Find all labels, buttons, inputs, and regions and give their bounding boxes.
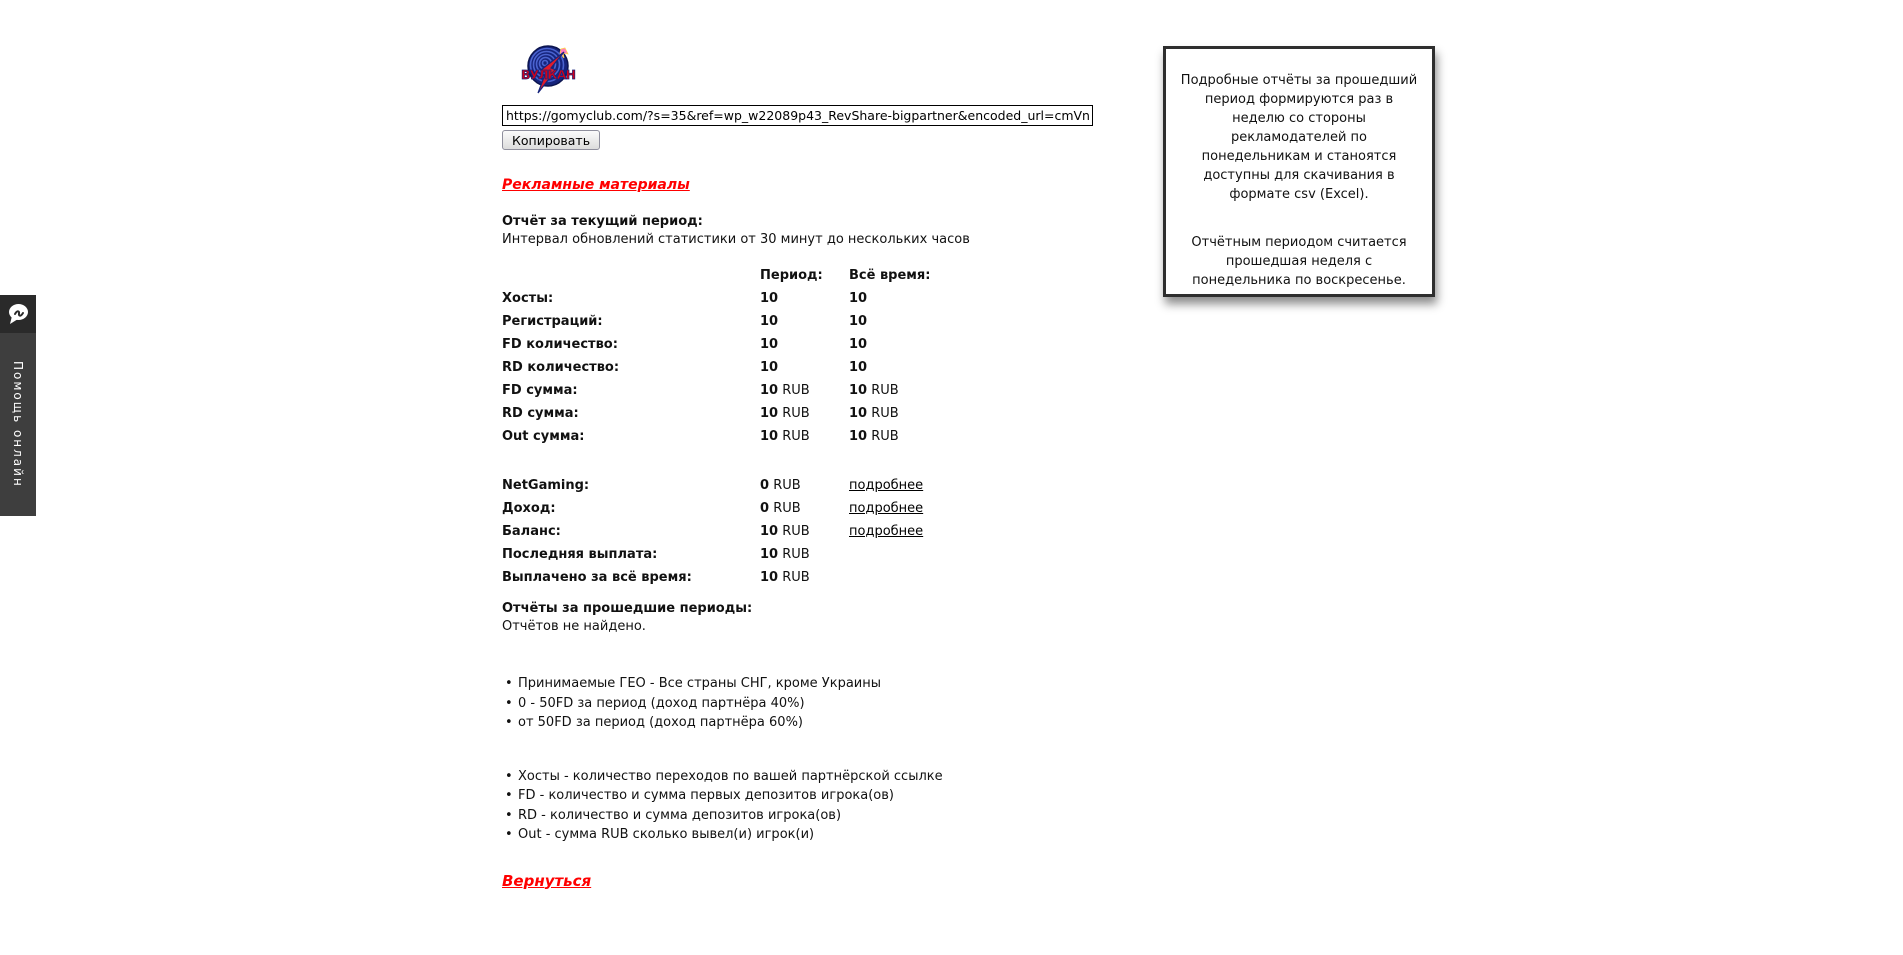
row-label: RD сумма: <box>502 406 579 421</box>
list-item: • Хосты - количество переходов по вашей партнёрской ссылке <box>502 767 1162 787</box>
row-period-value: 10 <box>760 314 779 329</box>
summary-value: 0 RUB <box>760 501 801 516</box>
chat-widget-button[interactable] <box>0 295 36 333</box>
list-item: • RD - количество и сумма депозитов игрока(ов) <box>502 806 1162 826</box>
row-label: FD сумма: <box>502 383 578 398</box>
netgaming-details-link[interactable]: подробнее <box>849 478 924 493</box>
chat-bubble-icon <box>6 302 30 326</box>
main-content <box>502 44 1162 890</box>
list-item: • от 50FD за период (доход партнёра 60%) <box>502 713 1162 733</box>
row-label: FD количество: <box>502 337 618 352</box>
row-alltime-value: 10 RUB <box>849 406 899 421</box>
list-item: • 0 - 50FD за период (доход партнёра 40%) <box>502 694 1162 714</box>
back-link[interactable]: Вернуться <box>502 871 592 890</box>
referral-url-input[interactable] <box>502 105 1093 126</box>
balance-details-link[interactable]: подробнее <box>849 524 924 539</box>
list-item: • Принимаемые ГЕО - Все страны СНГ, кроме Украины <box>502 674 1162 694</box>
glossary-list <box>502 767 1162 845</box>
row-period-value: 10 <box>760 337 779 352</box>
summary-value: 10 RUB <box>760 570 810 585</box>
row-period-value: 10 RUB <box>760 429 810 444</box>
summary-label: Доход: <box>502 501 556 516</box>
promo-materials-link[interactable]: Рекламные материалы <box>502 177 690 193</box>
row-period-value: 10 RUB <box>760 383 810 398</box>
help-online-tab[interactable] <box>0 333 36 516</box>
summary-value: 0 RUB <box>760 478 801 493</box>
copy-button[interactable]: Копировать <box>502 130 600 150</box>
list-item: • Out - сумма RUB сколько вывел(и) игрок(и) <box>502 825 1162 845</box>
summary-value: 10 RUB <box>760 547 810 562</box>
row-alltime-value: 10 RUB <box>849 383 899 398</box>
past-reports-empty: Отчётов не найдено. <box>502 619 646 634</box>
logo-text: ВУЛКАН <box>521 67 575 82</box>
help-online-label: Помощь онлайн <box>11 361 25 488</box>
column-header-alltime: Всё время: <box>849 268 931 283</box>
row-alltime-value: 10 <box>849 360 868 375</box>
info-paragraph: Отчётным периодом считается прошедшая неделя с понедельника по воскресенье. <box>1191 235 1407 288</box>
row-alltime-value: 10 <box>849 314 868 329</box>
current-period-title: Отчёт за текущий период: <box>502 214 703 229</box>
update-interval-note: Интервал обновлений статистики от 30 минут до нескольких часов <box>502 232 970 247</box>
column-header-period: Период: <box>760 268 823 283</box>
summary-label: Баланс: <box>502 524 561 539</box>
vulkan-logo <box>520 44 578 94</box>
vulkan-logo-icon <box>520 44 578 94</box>
past-reports-title: Отчёты за прошедшие периоды: <box>502 601 753 616</box>
row-label: Хосты: <box>502 291 554 306</box>
summary-value: 10 RUB <box>760 524 810 539</box>
row-period-value: 10 <box>760 291 779 306</box>
row-label: RD количество: <box>502 360 620 375</box>
terms-list <box>502 674 1162 733</box>
row-alltime-value: 10 <box>849 337 868 352</box>
stats-table <box>502 266 1162 450</box>
row-period-value: 10 <box>760 360 779 375</box>
row-period-value: 10 RUB <box>760 406 810 421</box>
summary-label: NetGaming: <box>502 478 590 493</box>
row-label: Out сумма: <box>502 429 585 444</box>
summary-table <box>502 476 1162 591</box>
list-item: • FD - количество и сумма первых депозитов игрока(ов) <box>502 786 1162 806</box>
income-details-link[interactable]: подробнее <box>849 501 924 516</box>
row-label: Регистраций: <box>502 314 603 329</box>
info-paragraph: Подробные отчёты за прошедший период формируются раз в неделю со стороны рекламодателей по понедельникам и станоятся доступны для скачивания в формате csv (Excel). <box>1180 73 1418 202</box>
help-sidebar <box>0 295 36 516</box>
row-alltime-value: 10 RUB <box>849 429 899 444</box>
weekly-reports-info-box <box>1163 46 1435 297</box>
summary-label: Последняя выплата: <box>502 547 658 562</box>
summary-label: Выплачено за всё время: <box>502 570 692 585</box>
row-alltime-value: 10 <box>849 291 868 306</box>
